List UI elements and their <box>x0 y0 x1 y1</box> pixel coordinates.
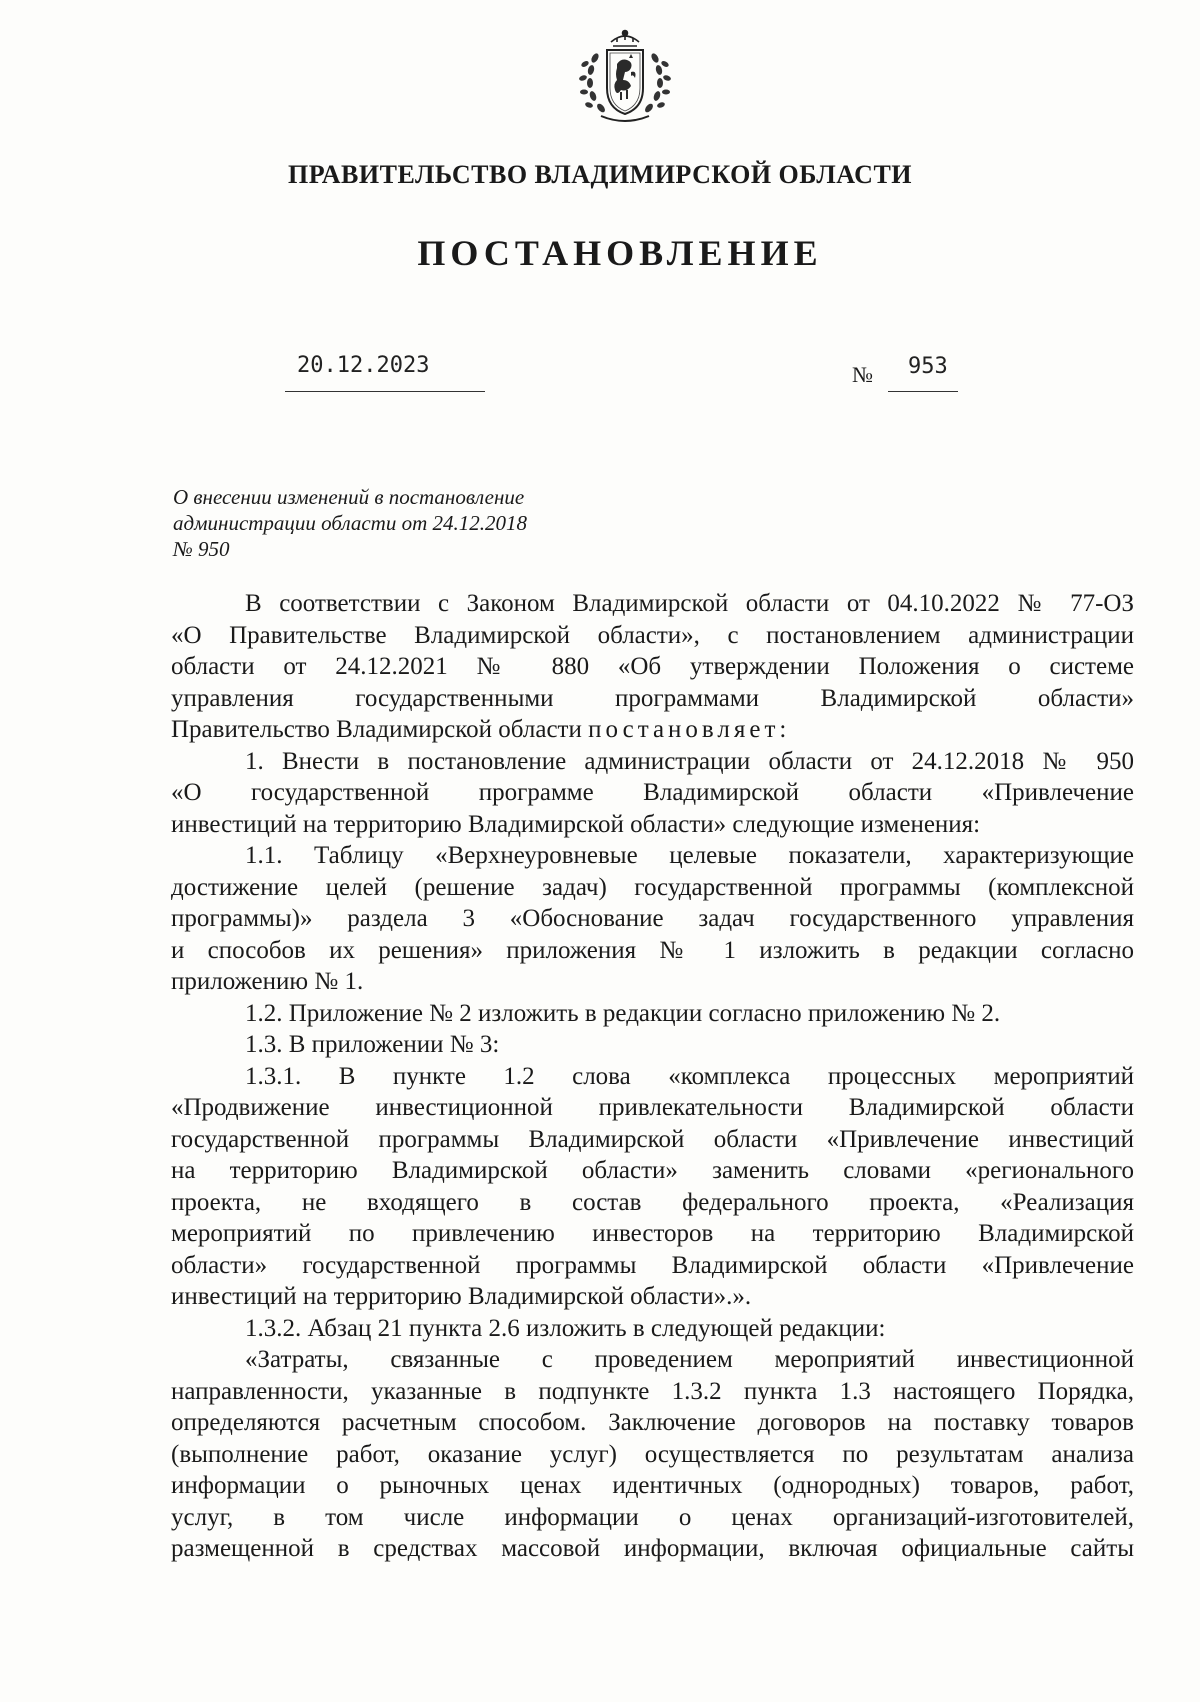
document-subject <box>173 484 633 562</box>
body-line <box>171 1502 1134 1534</box>
body-line <box>171 903 1134 935</box>
body-line <box>171 1281 1134 1313</box>
body-line-text: «О Правительстве Владимирской области», с постановлением администрации <box>171 621 1134 649</box>
body-line-text: достижение целей (решение задач) государственной программы (комплексной <box>171 873 1134 901</box>
body-line-text: «О государственной программе Владимирской области «Привлечение <box>171 779 1134 806</box>
subject-line: № 950 <box>173 537 230 561</box>
body-line-text: 1.3.2. Абзац 21 пункта 2.6 изложить в следующей редакции: <box>245 1314 886 1342</box>
document-date-field <box>285 353 485 392</box>
body-line-text: 1.3. В приложении № 3: <box>245 1031 500 1058</box>
body-line <box>171 1344 1134 1376</box>
body-line <box>171 651 1134 683</box>
body-line <box>171 1439 1134 1471</box>
body-line <box>171 840 1134 872</box>
body-line-text: на территорию Владимирской области» заменить словами «регионального <box>171 1157 1134 1184</box>
document-number: 953 <box>908 354 948 379</box>
body-line-text: «Затраты, связанные с проведением мероприятий инвестиционной <box>245 1346 1134 1373</box>
body-line <box>171 714 1134 746</box>
body-line <box>171 1250 1134 1282</box>
body-line <box>171 1218 1134 1250</box>
body-line-text: инвестиций на территорию Владимирской области» следующие изменения: <box>171 810 981 838</box>
body-line <box>171 1155 1134 1187</box>
body-line-text: государственной программы Владимирской области «Привлечение инвестиций <box>171 1125 1134 1153</box>
body-line-text: (выполнение работ, оказание услуг) осуществляется по результатам анализа <box>171 1440 1134 1468</box>
body-line-text: мероприятий по привлечению инвесторов на территорию Владимирской <box>171 1220 1134 1247</box>
body-line <box>171 1187 1134 1219</box>
document-type-title: ПОСТАНОВЛЕНИЕ <box>417 233 823 273</box>
body-line <box>171 777 1134 809</box>
government-title: ПРАВИТЕЛЬСТВО ВЛАДИМИРСКОЙ ОБЛАСТИ <box>287 160 913 189</box>
number-sign: № <box>852 362 873 387</box>
body-line <box>171 1313 1134 1345</box>
body-line <box>171 998 1134 1030</box>
body-line <box>171 1124 1134 1156</box>
body-line <box>171 683 1134 715</box>
body-line <box>171 1407 1134 1439</box>
body-line <box>171 588 1134 620</box>
body-line-text: 1.2. Приложение № 2 изложить в редакции согласно приложению № 2. <box>245 999 1001 1027</box>
body-line-text: проекта, не входящего в состав федерального проекта, «Реализация <box>171 1188 1134 1216</box>
body-line-text: управления государственными программами Владимирской области» <box>171 684 1134 712</box>
body-line-text: размещенной в средствах массовой информации, включая официальные сайты <box>171 1535 1134 1562</box>
body-line-text: 1.1. Таблицу «Верхнеуровневые целевые показатели, характеризующие <box>245 842 1134 869</box>
body-line <box>171 872 1134 904</box>
body-line-text: информации о рыночных ценах идентичных (однородных) товаров, работ, <box>171 1472 1134 1499</box>
body-line <box>171 1061 1134 1093</box>
number-underline <box>888 354 958 392</box>
body-line <box>171 1470 1134 1502</box>
subject-line: администрации области от 24.12.2018 <box>173 511 528 535</box>
body-line-text: программы)» раздела 3 «Обоснование задач государственного управления <box>171 905 1134 932</box>
body-line-text: области» государственной программы Владимирской области «Привлечение <box>171 1251 1134 1279</box>
body-line <box>171 1029 1134 1061</box>
body-line-spaced-text: постановляет: <box>588 716 791 743</box>
body-line <box>171 1092 1134 1124</box>
body-line-text: «Продвижение инвестиционной привлекательности Владимирской области <box>171 1094 1134 1121</box>
body-line-text: услуг, в том числе информации о ценах организаций-изготовителей, <box>171 1503 1134 1531</box>
body-line-text: и способов их решения» приложения № 1 изложить в редакции согласно <box>171 936 1134 964</box>
body-line-text: приложению № 1. <box>171 968 364 995</box>
coat-of-arms-emblem <box>565 28 685 128</box>
body-line <box>171 966 1134 998</box>
body-line <box>171 1376 1134 1408</box>
body-line <box>171 1533 1134 1565</box>
body-line-text: области от 24.12.2021 № 880 «Об утверждении Положения о системе <box>171 653 1134 680</box>
body-line-text: В соответствии с Законом Владимирской области от 04.10.2022 № 77-ОЗ <box>245 590 1134 617</box>
body-line-text: определяются расчетным способом. Заключение договоров на поставку товаров <box>171 1409 1134 1436</box>
body-line <box>171 935 1134 967</box>
document-date: 20.12.2023 <box>297 353 430 378</box>
body-line-text: инвестиций на территорию Владимирской области».». <box>171 1283 752 1310</box>
body-line-text: Правительство Владимирской области <box>171 716 582 743</box>
body-line <box>171 620 1134 652</box>
body-line <box>171 809 1134 841</box>
document-body <box>171 588 1134 1565</box>
body-line-text: 1.3.1. В пункте 1.2 слова «комплекса процессных мероприятий <box>245 1062 1134 1090</box>
body-line-text: 1. Внести в постановление администрации области от 24.12.2018 № 950 <box>245 747 1134 775</box>
body-line-text: направленности, указанные в подпункте 1.3.2 пункта 1.3 настоящего Порядка, <box>171 1377 1134 1405</box>
body-line <box>171 746 1134 778</box>
subject-line: О внесении изменений в постановление <box>173 485 525 509</box>
